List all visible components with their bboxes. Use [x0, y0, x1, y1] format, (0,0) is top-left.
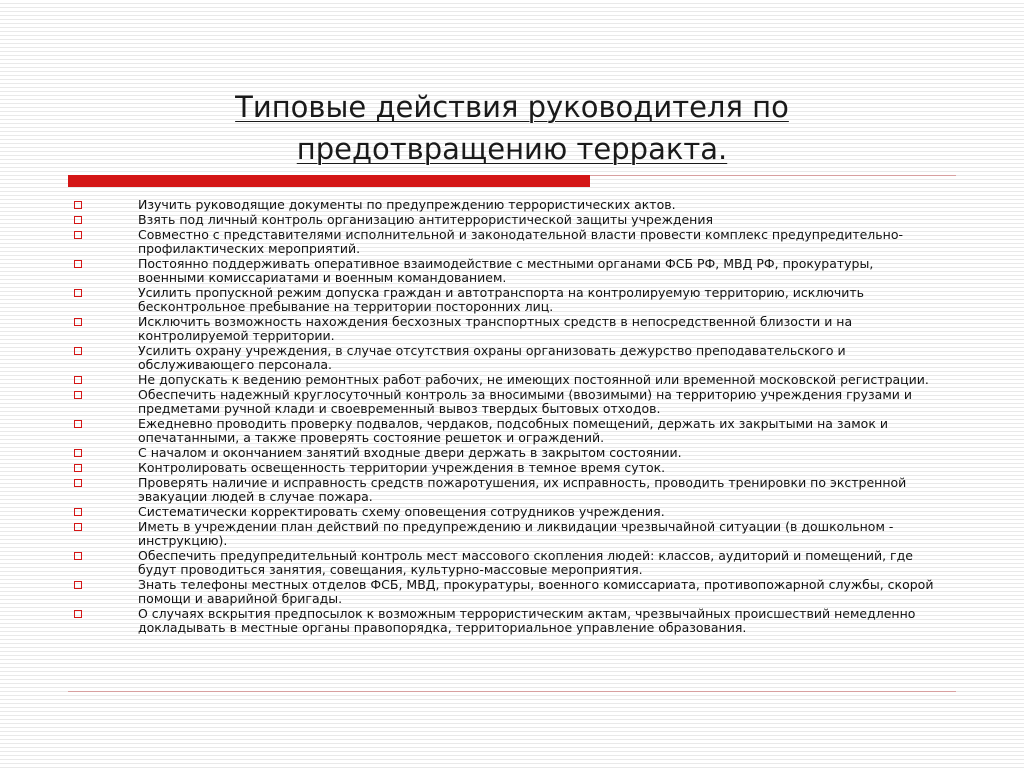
list-item-text: Знать телефоны местных отделов ФСБ, МВД, прокуратуры, военного комиссариата, противопожарной службы, скорой помощи и аварийной бригады.	[138, 577, 934, 606]
list-item	[0, 388, 938, 416]
list-item-text: Усилить пропускной режим допуска граждан и автотранспорта на контролируемую территорию, исключить бесконтрольное пребывание на территории посторонних лиц.	[138, 285, 864, 314]
list-item	[0, 344, 938, 372]
hollow-square-icon	[74, 216, 82, 224]
hollow-square-icon	[74, 581, 82, 589]
list-item-text: Систематически корректировать схему оповещения сотрудников учреждения.	[138, 504, 665, 519]
hollow-square-icon	[74, 523, 82, 531]
list-item-text: С началом и окончанием занятий входные двери держать в закрытом состоянии.	[138, 445, 682, 460]
hollow-square-icon	[74, 201, 82, 209]
list-item	[0, 607, 938, 635]
bullet-list	[0, 198, 1024, 636]
hollow-square-icon	[74, 391, 82, 399]
hollow-square-icon	[74, 231, 82, 239]
list-item-text: Изучить руководящие документы по предупреждению террористических актов.	[138, 197, 676, 212]
hollow-square-icon	[74, 376, 82, 384]
hollow-square-icon	[74, 610, 82, 618]
list-item-text: Исключить возможность нахождения бесхозных транспортных средств в непосредственной близости и на контролируемой территории.	[138, 314, 853, 343]
hollow-square-icon	[74, 347, 82, 355]
list-item	[0, 476, 938, 504]
list-item-text: Не допускать к ведению ремонтных работ рабочих, не имеющих постоянной или временной московской регистрации.	[138, 372, 929, 387]
list-item	[0, 505, 938, 519]
list-item-text: Совместно с представителями исполнительной и законодательной власти провести комплекс предупредительно-профилактических мероприятий.	[138, 227, 903, 256]
list-item-text: Взять под личный контроль организацию антитеррористической защиты учреждения	[138, 212, 713, 227]
list-item	[0, 417, 938, 445]
hollow-square-icon	[74, 449, 82, 457]
hollow-square-icon	[74, 318, 82, 326]
list-item-text: Ежедневно проводить проверку подвалов, чердаков, подсобных помещений, держать их закрытыми на замок и опечатанными, а также проверять состояние решеток и ограждений.	[138, 416, 888, 445]
bottom-divider-line	[68, 691, 956, 692]
list-item	[0, 286, 938, 314]
list-item	[0, 315, 938, 343]
hollow-square-icon	[74, 260, 82, 268]
list-item-text: Контролировать освещенность территории учреждения в темное время суток.	[138, 460, 666, 475]
list-item-text: Постоянно поддерживать оперативное взаимодействие с местными органами ФСБ РФ, МВД РФ, прокуратуры, военными комиссариатами и военным командованием.	[138, 256, 874, 285]
list-item-text: Усилить охрану учреждения, в случае отсутствия охраны организовать дежурство преподавательского и обслуживающего персонала.	[138, 343, 846, 372]
list-item	[0, 578, 938, 606]
slide-title-text: Типовые действия руководителя по предотвращению терракта.	[235, 90, 789, 166]
list-item	[0, 257, 938, 285]
list-item-text: Проверять наличие и исправность средств пожаротушения, их исправность, проводить тренировки по экстренной эвакуации людей в случае пожара.	[138, 475, 907, 504]
list-item	[0, 461, 938, 475]
hollow-square-icon	[74, 552, 82, 560]
list-item	[0, 198, 938, 212]
hollow-square-icon	[74, 289, 82, 297]
list-item	[0, 446, 938, 460]
list-item	[0, 213, 938, 227]
list-item	[0, 373, 938, 387]
list-item-text: Иметь в учреждении план действий по предупреждению и ликвидации чрезвычайной ситуации (в дошкольном - инструкцию).	[138, 519, 894, 548]
list-item-text: Обеспечить предупредительный контроль мест массового скопления людей: классов, аудиторий и помещений, где будут проводиться занятия, совещания, культурно-массовые мероприятия.	[138, 548, 913, 577]
hollow-square-icon	[74, 464, 82, 472]
list-item-text: Обеспечить надежный круглосуточный контроль за вносимыми (ввозимыми) на территорию учреждения грузами и предметами ручной клади и своевременный вывоз твердых бытовых отходов.	[138, 387, 912, 416]
list-item	[0, 549, 938, 577]
title-divider-line	[590, 175, 956, 176]
list-item	[0, 228, 938, 256]
hollow-square-icon	[74, 420, 82, 428]
title-accent-bar	[68, 175, 590, 187]
hollow-square-icon	[74, 508, 82, 516]
list-item-text: О случаях вскрытия предпосылок к возможным террористическим актам, чрезвычайных происшествий немедленно докладывать в местные органы правопорядка, территориальное управление образования.	[138, 606, 916, 635]
hollow-square-icon	[74, 479, 82, 487]
list-item	[0, 520, 938, 548]
slide-title	[140, 86, 884, 170]
